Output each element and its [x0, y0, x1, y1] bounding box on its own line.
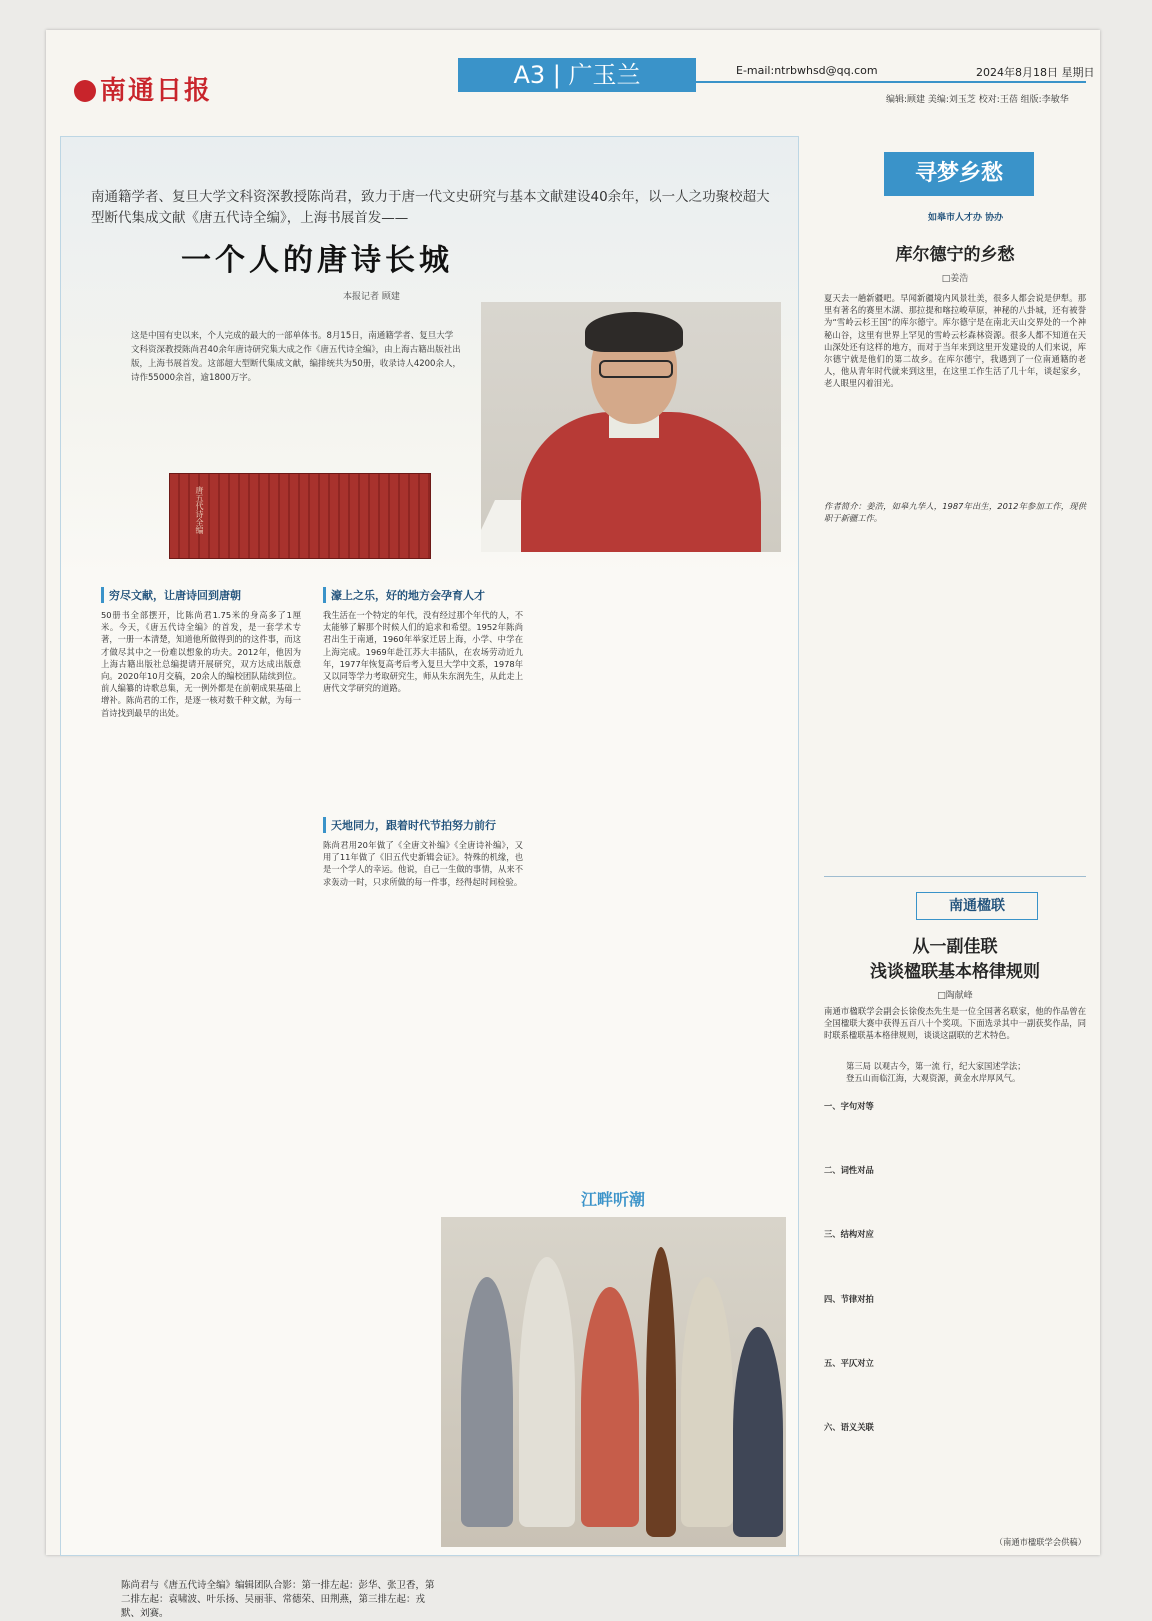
- couplet-intro: 南通市楹联学会副会长徐俊杰先生是一位全国著名联家，他的作品曾在全国楹联大赛中获得五百八十个奖项。下面选录其中一副获奖作品，同时联系楹联基本格律规则，谈谈这副联的艺术特色。: [824, 1006, 1086, 1041]
- essay-author-note: 作者简介：姜浩，如皋九华人，1987年出生，2012年参加工作，现供职于新疆工作。: [824, 501, 1086, 524]
- article-column-3: [323, 817, 523, 888]
- section-text-2: 我生活在一个特定的年代，没有经过那个年代的人，不太能够了解那个时候人们的追求和希望。1952年陈尚君出生于南通，1960年举家迁居上海，小学、中学在上海完成。1969年赴江苏大丰插队，在农场劳动近九年，1977年恢复高考后考入复旦大学中文系，1978年又以同等学力考取研究生，师从朱东润先生，从此走上唐代文学研究的道路。: [323, 610, 523, 694]
- couplet-title-line-1: 从一副佳联: [912, 937, 998, 957]
- rule-heading: 二、词性对品: [824, 1165, 874, 1176]
- email-address: E-mail:ntrbwhsd@qq.com: [736, 64, 878, 77]
- couplet-example: [846, 1060, 1086, 1084]
- photo-person: [519, 1257, 575, 1527]
- couplet-rules: [824, 1100, 1086, 1433]
- rule-heading: 一、字句对等: [824, 1101, 874, 1111]
- couplet-line-upper: 第三局 以观古今，第一流 行，纪大家国述学法；: [846, 1061, 1026, 1071]
- couplet-title-line-2: 浅谈楹联基本格律规则: [870, 962, 1040, 982]
- section-text-3: 陈尚君用20年做了《全唐文补编》《全唐诗补编》，又用了11年做了《旧五代史新辑会证》。特殊的机缘，也是一个学人的幸运。他说，自己一生做的事情，从来不求轰动一时，只求所做的每一件事，经得起时间检验。: [323, 840, 523, 887]
- rule-heading: 四、节律对拍: [824, 1293, 874, 1304]
- photo-person: [681, 1277, 733, 1527]
- couplet-source: （南通市楹联学会供稿）: [994, 1537, 1086, 1547]
- portrait-glasses: [599, 360, 673, 378]
- feature-article: [60, 136, 799, 1619]
- newspaper-logo: 南通日报: [74, 70, 212, 107]
- essay-title: 库尔德宁的乡愁: [895, 245, 1015, 265]
- logo-icon: [74, 80, 96, 102]
- masthead-rule: [686, 81, 1086, 83]
- book-set-photo: [169, 473, 431, 559]
- photo-person: [581, 1287, 639, 1527]
- feature-intro: 南通籍学者、复旦大学文科资深教授陈尚君，致力于唐一代文史研究与基本文献建设40余年，以一人之功聚校超大型断代集成文献《唐五代诗全编》，上海书展首发——: [91, 189, 770, 226]
- column-label-couplet: 南通楹联: [916, 892, 1038, 920]
- feature-headline: 一个人的唐诗长城: [181, 243, 453, 278]
- section-tab: A3 | 广玉兰: [458, 58, 696, 92]
- feature-lead: 这是中国有史以来，个人完成的最大的一部单体书。8月15日，南通籍学者、复旦大学文科资深教授陈尚君40余年唐诗研究集大成之作《唐五代诗全编》，由上海古籍出版社出版，上海书展首发。这部超大型断代集成文献，编排统共为50册，收录诗人4200余人，诗作55000余首，逾1800万字。: [131, 331, 461, 383]
- rule-heading: 三、结构对应: [824, 1229, 874, 1240]
- column-label-riverside: 江畔听潮: [581, 1190, 646, 1209]
- couplet-line-lower: 登五山而临江海，大观资源，黄金水岸厚风气。: [846, 1073, 1021, 1084]
- editor-credits: 编辑:顾建 美编:刘玉芝 校对:王蓓 组版:李敏华: [886, 95, 1069, 105]
- issue-date: 2024年8月18日 星期日: [976, 66, 1095, 79]
- column-sponsor: 如皋市人才办 协办: [928, 213, 1004, 223]
- newspaper-page: [46, 30, 1100, 1619]
- couplet-author: □陶献峰: [937, 991, 973, 1001]
- team-group-photo: [441, 1217, 786, 1547]
- section-heading-2: 濠上之乐，好的地方会孕育人才: [323, 587, 523, 603]
- article-column-1: [101, 587, 301, 719]
- section-heading-3: 天地同力，跟着时代节拍努力前行: [323, 817, 523, 833]
- essay-author: □姜浩: [941, 274, 969, 284]
- essay-header: [824, 240, 1086, 284]
- feature-byline: 本报记者 顾建: [343, 292, 400, 302]
- rule-heading: 六、语义关联: [824, 1422, 874, 1433]
- sidebar-divider: [824, 876, 1086, 877]
- photo-caption: 陈尚君与《唐五代诗全编》编辑团队合影：第一排左起：彭华、张卫香，第二排左起：袁啸波、叶乐扬、吴丽菲、常德荣、田荆燕，第三排左起：戎默、刘赛。: [121, 1580, 435, 1619]
- portrait-hair: [585, 312, 683, 352]
- photo-person: [733, 1327, 783, 1537]
- photo-book-stack: [646, 1247, 676, 1537]
- section-heading-1: 穷尽文献，让唐诗回到唐朝: [101, 587, 301, 603]
- couplet-header: [824, 932, 1086, 1001]
- section-text-1: 50册书全部摆开，比陈尚君1.75米的身高多了1厘米。今天，《唐五代诗全编》的首发，是一套学术专著，一册一本清楚，知道他所做得到的的这件事，而这才做尽其中之一份难以想象的功夫。2012年，他因为上海古籍出版社总编提请开展研究，双方达成出版意向。2020年10月交稿，20余人的编校团队陆续到位。前人编纂的诗歌总集，无一例外都是在前朝成果基础上增补。陈尚君的工作，是逐一核对数千种文献，为每一首诗找到最早的出处。: [101, 610, 301, 718]
- essay-body: 夏天去一趟新疆吧。早闻新疆境内风景壮美，很多人都会说是伊犁。那里有著名的赛里木湖、那拉提和喀拉峻草原，神秘的八卦城，还有被誉为“雪岭云杉王国”的库尔德宁。库尔德宁是在南北天山交界处的一个神秘山谷，这里有世界上罕见的雪岭云杉森林资源。很多人都不知道在天山深处还有这样的地方，而对于当年来到这里开发建设的人们来说，库尔德宁就是他们的第二故乡。在库尔德宁，我遇到了一位南通籍的老人，他从青年时代就来到这里，在这里工作生活了几十年，谈起家乡，老人眼里闪着泪光。: [824, 293, 1086, 389]
- column-label-dream: 寻梦乡愁 如皋市人才办 协办: [884, 152, 1034, 196]
- rule-heading: 五、平仄对立: [824, 1357, 874, 1368]
- book-spine-title: 唐五代诗全编: [195, 486, 204, 534]
- photo-person: [461, 1277, 513, 1527]
- author-portrait: [481, 302, 781, 552]
- article-column-2: [323, 587, 523, 694]
